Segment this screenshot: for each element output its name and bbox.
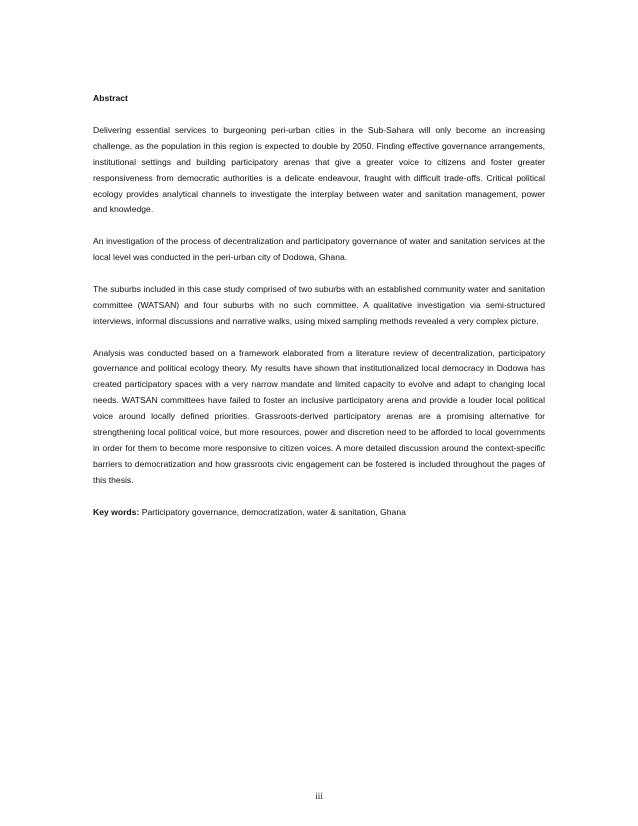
abstract-heading: Abstract — [93, 93, 128, 103]
abstract-paragraph-1: Delivering essential services to burgeoning peri-urban cities in the Sub-Sahara will only become an increasing challenge, as the population in this region is expected to double by 2050. Finding effective governance arrangements, institutional settings and building participatory arenas that give a greater voice to citizens and foster greater responsiveness from democratic authorities is a delicate endeavour, fraught with difficult trade-offs. Critical political ecology provides analytical channels to investigate the interplay between water and sanitation management, power and knowledge. — [93, 124, 545, 215]
abstract-section — [93, 91, 545, 521]
abstract-paragraph-4: Analysis was conducted based on a framework elaborated from a literature review of decentralization, participatory governance and political ecology theory. My results have shown that institutionalized local democracy in Dodowa has created participatory spaces with a very narrow mandate and limited capacity to evolve and adapt to changing local needs. WATSAN committees have failed to foster an inclusive participatory arena and provide a louder local political voice around locally defined priorities. Grassroots-derived participatory arenas are a promising alternative for strengthening local political voice, but more resources, power and discretion need to be afforded to local governments in order for them to become more responsive to citizen voices. A more detailed discussion around the context-specific barriers to democratization and how grassroots civic engagement can be fostered is included throughout the pages of this thesis. — [93, 347, 545, 485]
abstract-paragraph-3: The suburbs included in this case study comprised of two suburbs with an established community water and sanitation committee (WATSAN) and four suburbs with no such committee. A qualitative investigation via semi-structured interviews, informal discussions and narrative walks, using mixed sampling methods revealed a very complex picture. — [93, 283, 545, 326]
abstract-paragraph-2: An investigation of the process of decentralization and participatory governance of water and sanitation services at the local level was conducted in the peri-urban city of Dodowa, Ghana. — [93, 236, 545, 263]
keywords-text: Participatory governance, democratization, water & sanitation, Ghana — [139, 506, 406, 517]
page-number: iii — [315, 791, 323, 801]
keywords-label: Key words: — [93, 506, 140, 517]
keywords-line — [93, 505, 545, 521]
